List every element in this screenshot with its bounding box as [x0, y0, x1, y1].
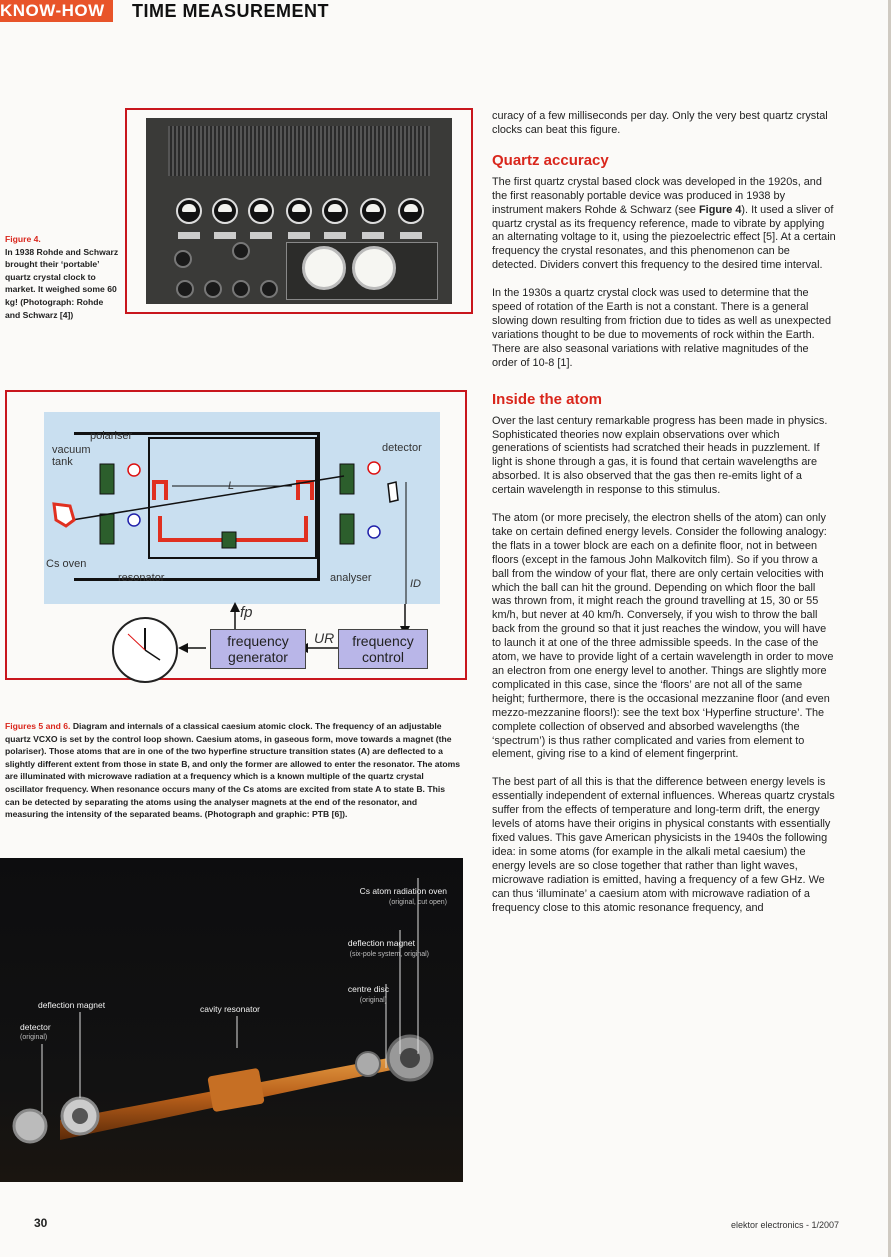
section-heading-quartz: Quartz accuracy	[492, 151, 609, 169]
clock-dial-icon	[302, 246, 346, 290]
text-run: ). It used a sliver of quartz crystal as its frequency reference, made to vibrate by applying an alternating voltage to it, using the piezoelectric effect [5]. At a certain frequency the crystal resonates, and this phenomenon can be detected. Dividers convert this frequency to the desired time interval.	[492, 203, 836, 272]
figure4-label: Figure 4.	[5, 234, 41, 244]
deflection-magnet-right-sublabel: (six-pole system, original)	[349, 951, 429, 958]
knob-icon	[232, 280, 250, 298]
article-paragraph: Over the last century remarkable progress has been made in physics. Sophisticated theories now explain observations over which generations of scientists had scratched their heads in puzzlement. If light is shone through a gas, it is found that certain wavelengths are absorbed. It is also observed that the gas then re-emits light of a certain wavelength in response to this stimulus.	[492, 414, 828, 497]
polariser-label: polariser	[90, 430, 133, 442]
centre-disc-label: centre disc	[347, 984, 389, 994]
text-run: The first quartz crystal based clock was developed in the 1920s, and the first reasonably portable device was produced in 1938 by instrument makers Rohde & Schwarz (see	[492, 175, 822, 216]
label-plate	[178, 232, 200, 239]
label-plate	[250, 232, 272, 239]
length-label: L	[228, 480, 235, 492]
figure4-caption	[5, 233, 120, 321]
caesium-clock-photo	[0, 858, 463, 1182]
meter-icon	[360, 198, 386, 224]
label-plate	[362, 232, 384, 239]
article-column	[492, 110, 836, 929]
meter-icon	[398, 198, 424, 224]
figure56-label: Figures 5 and 6.	[5, 721, 71, 731]
article-paragraph	[492, 176, 836, 273]
meter-icon	[212, 198, 238, 224]
fp-label: fp	[240, 604, 253, 621]
ur-label: UR	[314, 630, 335, 646]
label-plate	[400, 232, 422, 239]
meter-icon	[248, 198, 274, 224]
label-plate	[214, 232, 236, 239]
analyser-label: analyser	[330, 572, 372, 584]
publication-footer: elektor electronics - 1/2007	[730, 1220, 839, 1230]
figure-reference: Figure 4	[699, 203, 742, 216]
meter-icon	[286, 198, 312, 224]
article-paragraph: curacy of a few milliseconds per day. Only the very best quartz crystal clocks can beat this figure.	[492, 110, 828, 136]
caesium-clock-diagram	[44, 412, 440, 604]
knob-icon	[232, 242, 250, 260]
clock-dial-icon	[352, 246, 396, 290]
quartz-clock-photo	[146, 118, 452, 304]
page-number: 30	[34, 1216, 48, 1230]
frequency-control-box: frequency control	[338, 629, 428, 669]
label-plate	[324, 232, 346, 239]
knob-icon	[176, 280, 194, 298]
section-tag: KNOW-HOW	[0, 0, 113, 22]
knob-icon	[204, 280, 222, 298]
page-title: TIME MEASUREMENT	[132, 1, 329, 21]
id-label: ID	[410, 578, 421, 590]
centre-disc-sublabel: (original)	[359, 997, 387, 1004]
article-paragraph: The best part of all this is that the difference between energy levels is essentially independent of external influences. Whereas quartz crystals suffer from the effects of temperature and long-term drift, the energy levels of atoms have their origins in physical constants with essentially fixed values. This gave American physicists in the 1940s the following idea: in some atoms (for example in the alkali metal caesium) the energy levels are so close together that rather than light waves, microwave radiation is emitted, having a frequency of a few GHz. We can thus ‘illuminate’ a caesium atom with microwave radiation of a frequency close to this atomic resonance frequency, and	[492, 776, 835, 914]
article-paragraph: In the 1930s a quartz crystal clock was used to determine that the speed of rotation of the Earth is not a constant. There is a general slowing down resulting from friction due to tides as well as unexpected variations thought to be due to movements of rock within the Earth. There are also seasonal variations with relative magnitudes of the order of 10-8 [1].	[492, 287, 831, 369]
figure56-text: Diagram and internals of a classical caesium atomic clock. The frequency of an adjustable quartz VCXO is set by the control loop shown. Caesium atoms, in gaseous form, move towards a magnet (the polariser). Those atoms that are in one of the two hyperfine structure transition states (A) are deflected to a slightly different extent from those in state B, and only the former are allowed to enter the resonator. The atoms are illuminated with microwave radiation at a frequency which is a known multiple of the quartz crystal oscillator frequency. When resonance occurs many of the Cs atoms are excited from state A to state B. This can be detected by separating the atoms using the analyser magnets at the end of the resonator, and measuring the intensity of the separated beams. (Photograph and graphic: PTB [6]).	[5, 721, 461, 820]
deflection-magnet-right-label: deflection magnet	[347, 938, 415, 948]
knob-icon	[174, 250, 192, 268]
vacuum-tank-label: vacuum tank	[52, 444, 91, 468]
figure56-caption	[5, 720, 461, 821]
article-paragraph: The atom (or more precisely, the electron shells of the atom) can only take on certain defined energy levels. Consider the following analogy: the flats in a tower block are each on a definite floor, not in between floors (except in the famous John Malkovitch film). So if you throw a ball from the window of your flat, there are only certain velocities with which the ball can hit the ground. Depending on which floor the ball was thrown from, it might reach the ground travelling at 15, 30 or 55 km/h, but never at 40 km/h. Conversely, if you wish to throw the ball back from the ground so that it just reaches the window, you will have to launch it at one of the three admissible speeds. In the case of the atom, we have to provide light of a certain wavelength in order to move an electron from one energy level to another. Things are slightly more complicated in this case, since the ‘floors’ are not all of the same height; furthermore, there is the occasional mezzanine floor (and even mezzo-mezzanine floors!): see the text box ‘Hyperfine structure’. The complete collection of observed and absorbed wavelengths (the ‘spectrum’) is thus rather complicated and varies from element to element, giving rise to a kind of element fingerprint.	[492, 512, 834, 761]
cs-oven-photo-sublabel: (original, cut open)	[389, 899, 447, 906]
section-heading-atom: Inside the atom	[492, 390, 603, 408]
deflection-magnet-left-label: deflection magnet	[38, 1000, 106, 1010]
meter-icon	[322, 198, 348, 224]
cavity-resonator-label: cavity resonator	[200, 1004, 260, 1014]
frequency-generator-box: frequency generator	[210, 629, 306, 669]
detector-photo-sublabel: (original)	[20, 1034, 48, 1041]
figure4-text: In 1938 Rohde and Schwarz brought their ‘portable’ quartz crystal clock to market. It weighed some 60 kg! (Photograph: Rohde and Schwarz [4])	[5, 246, 119, 320]
resonator-label: resonator	[118, 572, 165, 584]
cs-oven-label: Cs oven	[46, 558, 87, 570]
detector-label: detector	[382, 442, 422, 454]
cs-oven-photo-label: Cs atom radiation oven	[359, 886, 447, 896]
knob-icon	[260, 280, 278, 298]
vent-grill	[168, 126, 430, 176]
detector-photo-label: detector	[20, 1022, 51, 1032]
meter-icon	[176, 198, 202, 224]
label-plate	[288, 232, 310, 239]
